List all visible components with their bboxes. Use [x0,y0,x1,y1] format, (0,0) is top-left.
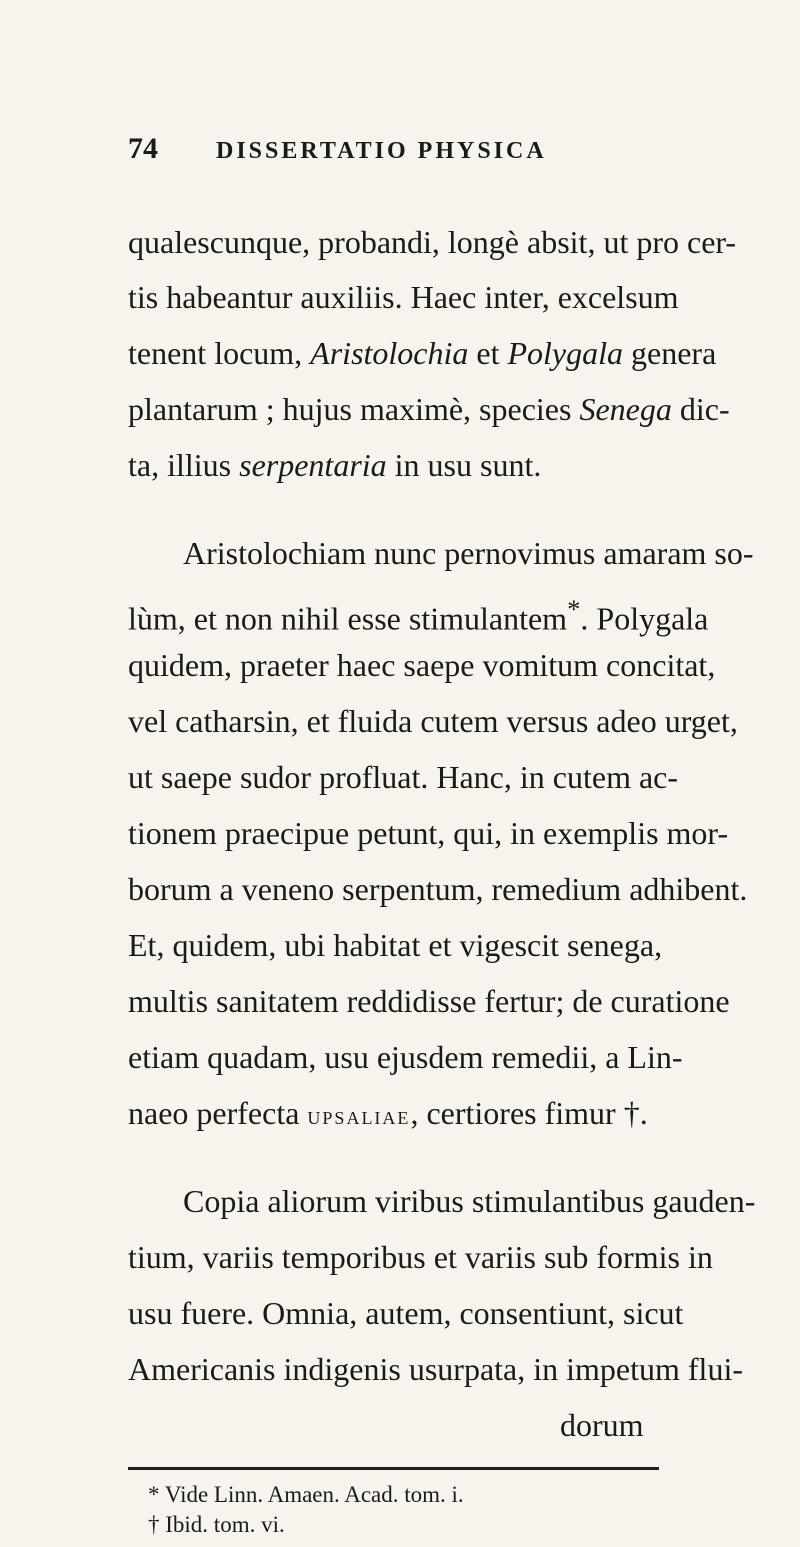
page-header [128,132,648,172]
text-run: et [468,335,508,371]
text-line: Aristolochiam nunc pernovimus amaram so- [183,535,754,571]
text-line: etiam quadam, usu ejusdem remedii, a Lin- [128,1039,683,1075]
footnote-marker: * [567,594,581,624]
text-line: usu fuere. Omnia, autem, consentiunt, sicut [128,1295,684,1331]
page-number: 74 [128,132,158,165]
text-run: naeo perfecta [128,1095,308,1131]
text-line: borum a veneno serpentum, remedium adhibent. [128,871,748,907]
text-line: quidem, praeter haec saepe vomitum concitat, [128,647,716,683]
footnote: † Ibid. tom. vi. [148,1512,285,1537]
text-line [128,589,709,639]
text-line: Copia aliorum viribus stimulantibus gauden- [183,1183,756,1219]
text-run: , certiores fimur †. [410,1095,648,1131]
text-run: lùm, et non nihil esse stimulantem [128,600,568,637]
footnote: * Vide Linn. Amaen. Acad. tom. i. [148,1482,464,1507]
text-run: genera [623,335,717,371]
text-line [128,333,717,373]
text-run: dic- [671,391,730,427]
running-title: DISSERTATIO PHYSICA [216,138,547,164]
text-line: Et, quidem, ubi habitat et vigescit senega, [128,927,663,963]
text-run: plantarum ; hujus maximè, species [128,391,580,427]
text-run: tenent locum, [128,335,311,371]
text-line: ut saepe sudor profluat. Hanc, in cutem ac- [128,759,679,795]
text-line: tium, variis temporibus et variis sub formis in [128,1239,713,1275]
text-line: tis habeantur auxiliis. Haec inter, excelsum [128,279,679,315]
italic-term: Senega [579,391,672,427]
text-run: in usu sunt. [386,447,542,483]
text-line: Americanis indigenis usurpata, in impetum flui- [128,1351,743,1387]
text-line [128,389,730,429]
text-line [128,445,541,485]
text-run: ta, illius [128,447,240,483]
text-line: multis sanitatem reddidisse fertur; de curatione [128,983,730,1019]
text-line: vel catharsin, et fluida cutem versus adeo urget, [128,703,738,739]
italic-term: Aristolochia [310,335,469,371]
italic-term: Polygala [507,335,624,371]
italic-term: serpentaria [239,447,387,483]
small-caps-term: upsaliae [307,1101,411,1130]
text-run: . Polygala [580,600,709,637]
catchword: dorum [560,1407,644,1443]
footnote-divider [128,1467,659,1470]
text-line [128,1093,648,1136]
text-line: qualescunque, probandi, longè absit, ut pro cer- [128,224,737,260]
text-line: tionem praecipue petunt, qui, in exemplis mor- [128,815,729,851]
